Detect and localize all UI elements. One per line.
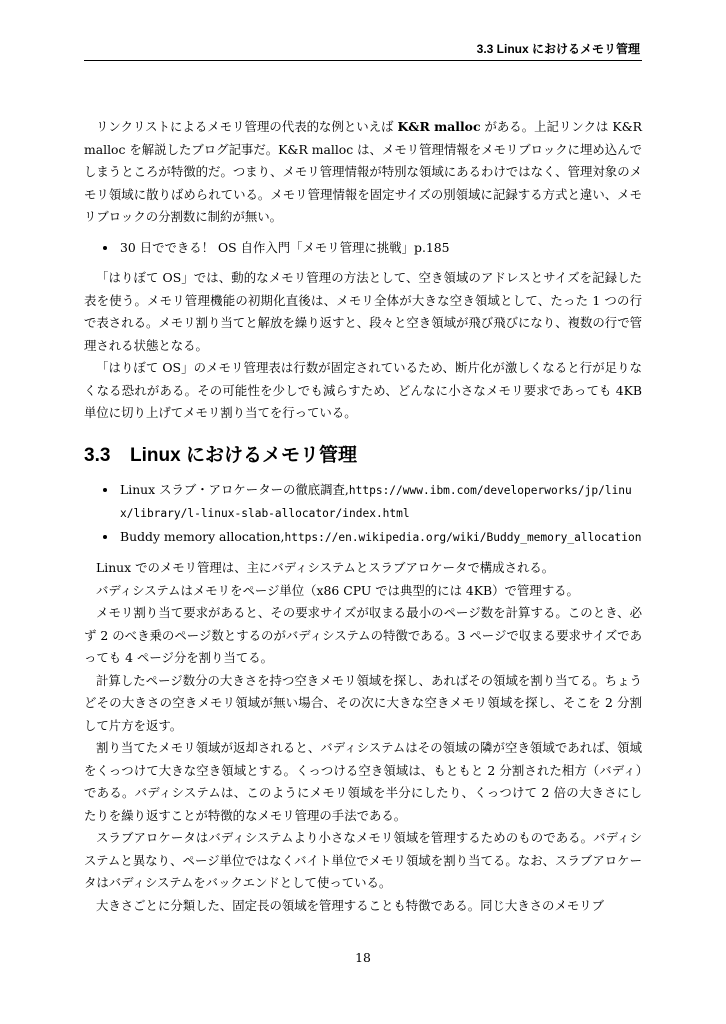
link-list (84, 479, 642, 550)
intro-paragraph-3: 「はりぼて OS」のメモリ管理表は行数が固定されているため、断片化が激しくなると行が足りなくなる恐れがある。その可能性を少しでも減らすため、どんなに小さなメモリ要求であっても 4KB 単位に切り上げてメモリ割り当てを行っている。 (84, 360, 642, 420)
body-content (84, 116, 642, 917)
intro-text-cont: がある。上記リンクは K&R malloc を解説したブログ記事だ。K&R malloc は、メモリ管理情報をメモリブロックに埋め込んでしまうところが特徴的だ。つまり、メモリ管理情報が特別な領域にあるわけではなく、管理対象のメモリ領域に散りばめられている。メモリ管理情報を固定サイズの別領域に記録する方式と違い、メモリブロックの分割数に制約が無い。 (84, 119, 642, 224)
link-url[interactable]: https://en.wikipedia.org/wiki/Buddy_memory_allocation (284, 530, 642, 544)
intro-paragraph-1 (84, 116, 642, 229)
intro-text: リンクリストによるメモリ管理の代表的な例といえば (96, 119, 398, 134)
section-number: 3.3 (84, 444, 111, 466)
list-item (118, 526, 642, 550)
running-header: 3.3 Linux におけるメモリ管理 (476, 42, 640, 56)
list-item: • 30 日でできる！ OS 自作入門「メモリ管理に挑戦」p.185 (118, 237, 642, 260)
section-paragraph: スラブアロケータはバディシステムより小さなメモリ領域を管理するためのものである。バディシステムと異なり、ページ単位ではなくバイト単位でメモリ領域を割り当てる。なお、スラブアロケータはバディシステムをバックエンドとして使っている。 (84, 830, 642, 890)
link-label: Linux スラブ・アロケーターの徹底調査, (120, 481, 349, 497)
page-number: 18 (355, 950, 371, 965)
section-paragraph: 計算したページ数分の大きさを持つ空きメモリ領域を探し、あればその領域を割り当てる。ちょうどその大きさの空きメモリ領域が無い場合、その次に大きな空きメモリ領域を探し、そこを 2 分割して片方を返す。 (84, 672, 642, 733)
intro-paragraph-2: 「はりぼて OS」では、動的なメモリ管理の方法として、空き領域のアドレスとサイズを記録した表を使う。メモリ管理機能の初期化直後は、メモリ全体が大きな空き領域として、たった 1 つの行で表される。メモリ割り当てと解放を繰り返すと、段々と空き領域が飛び飛びになり、複数の行で管理される状態となる。 (84, 270, 642, 353)
link-label: Buddy memory allocation, (120, 528, 285, 544)
section-paragraph: 大きさごとに分類した、固定長の領域を管理することも特徴である。同じ大きさのメモリブ (96, 897, 605, 913)
section-title: Linux におけるメモリ管理 (130, 444, 357, 466)
link-url[interactable]: https://www.ibm.com/developerworks/jp/linux/library/l-linux-slab-allocator/index.html (120, 483, 632, 520)
section-paragraph: 割り当てたメモリ領域が返却されると、バディシステムはその領域の隣が空き領域であれば、領域をくっつけて大きな空き領域とする。くっつける空き領域は、もともと 2 分割された相方（バディ）である。バディシステムは、このようにメモリ領域を半分にしたり、くっつけて 2 倍の大きさにしたりを繰り返すことが特徴的なメモリ管理の手法である。 (84, 740, 642, 823)
reference-list (84, 237, 642, 260)
section-paragraph: メモリ割り当て要求があると、その要求サイズが収まる最小のページ数を計算する。このとき、必ず 2 のべき乗のページ数とするのがバディシステムの特徴である。3 ページで収まる要求サイズであっても 4 ページ分を割り当てる。 (84, 605, 642, 665)
list-item (118, 479, 642, 526)
header-rule (84, 60, 642, 61)
section-paragraph: バディシステムはメモリをページ単位（x86 CPU では典型的には 4KB）で管理する。 (96, 582, 579, 598)
kr-malloc-term: K&R malloc (397, 119, 481, 134)
section-heading (84, 443, 642, 469)
section-paragraph: Linux でのメモリ管理は、主にバディシステムとスラブアロケータで構成される。 (96, 560, 555, 575)
